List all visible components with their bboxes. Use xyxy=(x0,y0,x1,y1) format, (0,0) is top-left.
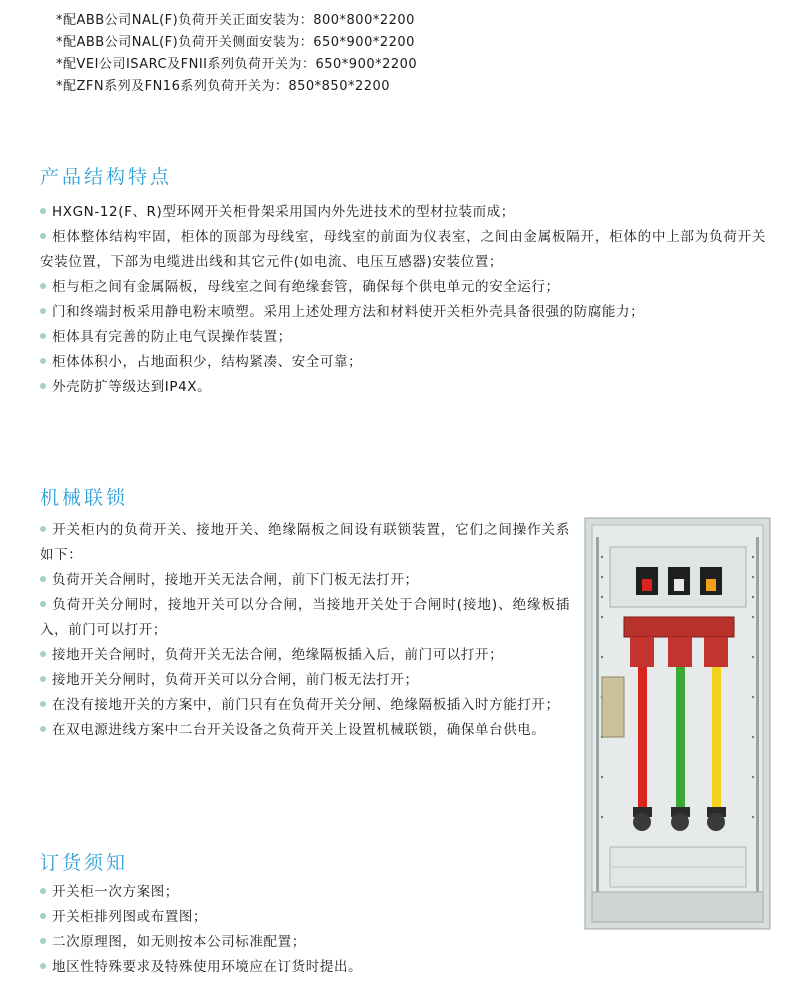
spec-line: *配VEI公司ISARC及FNII系列负荷开关为：650*900*2200 xyxy=(56,57,418,72)
intro-specs xyxy=(56,10,576,98)
structure-features-list xyxy=(40,200,766,400)
bullet-icon xyxy=(40,701,46,707)
list-item: 开关柜排列图或布置图； xyxy=(40,905,560,930)
list-item: 开关柜一次方案图； xyxy=(40,880,560,905)
spec-line: *配ABB公司NAL(F)负荷开关侧面安装为：650*900*2200 xyxy=(56,35,415,50)
spec-line: *配ABB公司NAL(F)负荷开关正面安装为：800*800*2200 xyxy=(56,13,415,28)
list-item: 接地开关合闸时，负荷开关无法合闸，绝缘隔板插入后，前门可以打开； xyxy=(40,643,570,668)
list-item: HXGN-12(F、R)型环网开关柜骨架采用国内外先进技术的型材拉装而成； xyxy=(40,200,766,225)
bullet-icon xyxy=(40,308,46,314)
bullet-icon xyxy=(40,651,46,657)
switchgear-cabinet-image xyxy=(584,517,771,930)
list-item: 接地开关分闸时，负荷开关可以分合闸，前门板无法打开； xyxy=(40,668,570,693)
list-item: 门和终端封板采用静电粉末喷塑。采用上述处理方法和材料使开关柜外壳具备很强的防腐能力； xyxy=(40,300,766,325)
list-item: 柜体体积小，占地面积少，结构紧凑、安全可靠； xyxy=(40,350,766,375)
bullet-icon xyxy=(40,888,46,894)
bullet-icon xyxy=(40,233,46,239)
list-item: 在双电源进线方案中二台开关设备之负荷开关上设置机械联锁，确保单台供电。 xyxy=(40,718,570,743)
list-item: 柜与柜之间有金属隔板，母线室之间有绝缘套管，确保每个供电单元的安全运行； xyxy=(40,275,766,300)
bullet-icon xyxy=(40,383,46,389)
bullet-icon xyxy=(40,938,46,944)
bullet-icon xyxy=(40,208,46,214)
list-item: 二次原理图，如无则按本公司标准配置； xyxy=(40,930,560,955)
list-item: 柜体整体结构牢固，柜体的顶部为母线室，母线室的前面为仪表室，之间由金属板隔开，柜体的中上部为负荷开关安装位置，下部为电缆进出线和其它元件(如电流、电压互感器)安装位置； xyxy=(40,229,766,270)
section-title-interlock: 机械联锁 xyxy=(40,487,129,509)
bullet-icon xyxy=(40,358,46,364)
list-item: 负荷开关合闸时，接地开关无法合闸，前下门板无法打开； xyxy=(40,568,570,593)
spec-line: *配ZFN系列及FN16系列负荷开关为：850*850*2200 xyxy=(56,79,391,94)
list-item: 地区性特殊要求及特殊使用环境应在订货时提出。 xyxy=(40,955,560,980)
bullet-icon xyxy=(40,913,46,919)
bullet-icon xyxy=(40,283,46,289)
list-item: 在没有接地开关的方案中，前门只有在负荷开关分闸、绝缘隔板插入时方能打开； xyxy=(40,693,570,718)
list-item: 开关柜内的负荷开关、接地开关、绝缘隔板之间设有联锁装置，它们之间操作关系如下： xyxy=(40,522,570,563)
bullet-icon xyxy=(40,726,46,732)
section-title-structure: 产品结构特点 xyxy=(40,166,173,188)
list-item: 柜体具有完善的防止电气误操作装置； xyxy=(40,325,766,350)
bullet-icon xyxy=(40,676,46,682)
bullet-icon xyxy=(40,601,46,607)
mechanical-interlock-list xyxy=(40,518,570,743)
list-item: 负荷开关分闸时，接地开关可以分合闸，当接地开关处于合闸时(接地)、绝缘板插入，前门可以打开； xyxy=(40,597,570,638)
ordering-notes-list xyxy=(40,880,560,980)
bullet-icon xyxy=(40,576,46,582)
bullet-icon xyxy=(40,526,46,532)
bullet-icon xyxy=(40,963,46,969)
bullet-icon xyxy=(40,333,46,339)
section-title-ordering: 订货须知 xyxy=(40,852,129,874)
list-item: 外壳防扩等级达到IP4X。 xyxy=(40,375,766,400)
